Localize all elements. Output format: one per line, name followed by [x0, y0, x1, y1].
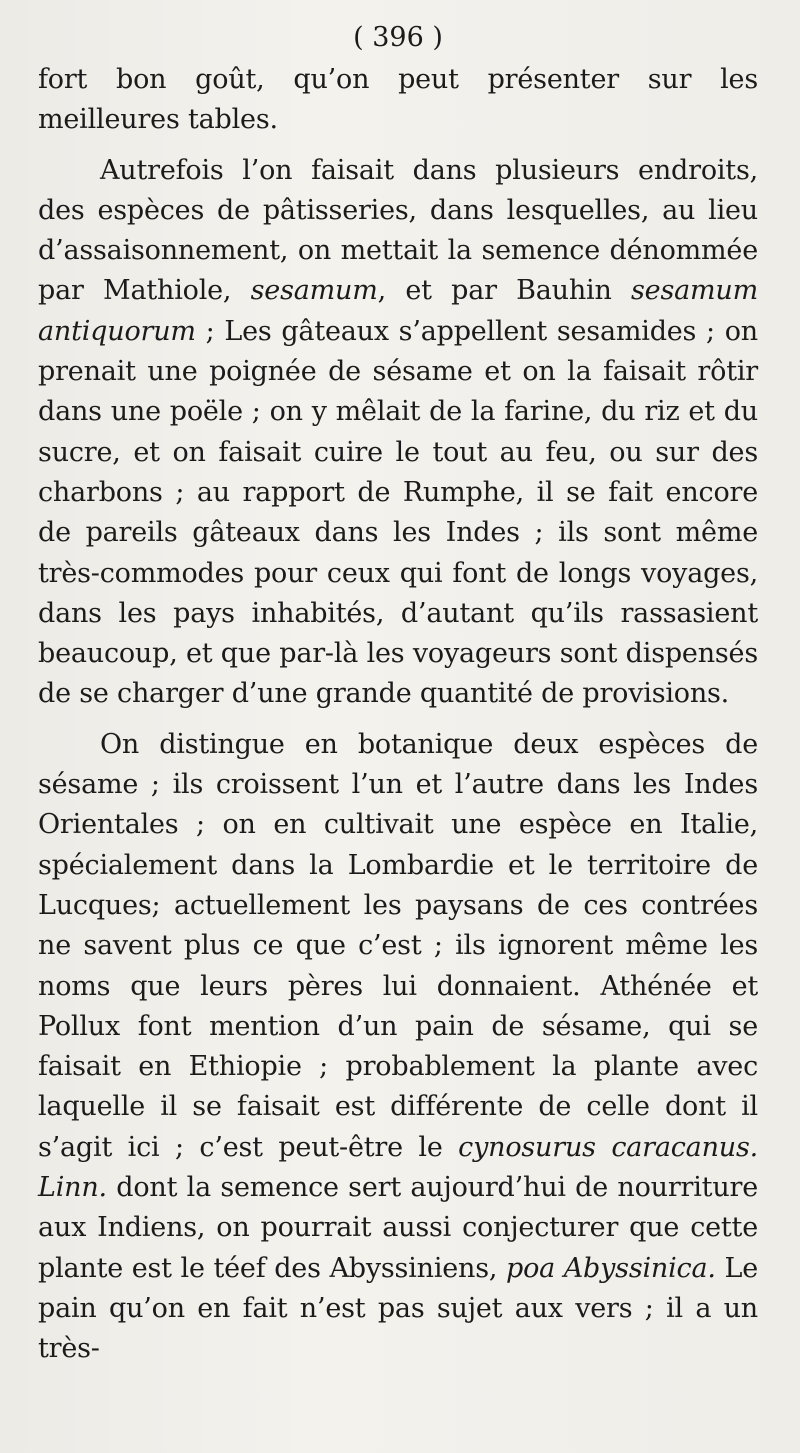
paragraph-2-text-b: , et par Bauhin — [377, 275, 632, 307]
paragraph-1-text: fort bon goût, qu’on peut présenter sur les meilleures tables. — [38, 64, 758, 136]
paragraph-2-italic-sesamum: sesamum — [250, 275, 378, 307]
paragraph-2-italic-sesamum-antiquorum: sesamum antiquorum — [38, 275, 758, 347]
paragraph-3-text-b: dont la semence sert aujourd’hui de nourriture aux Indiens, on pourrait aussi conjecturer que cette plante est le téef des Abyssiniens, — [38, 1172, 758, 1284]
paragraph-3 — [38, 725, 758, 1370]
page-number: ( 396 ) — [353, 22, 443, 53]
paragraph-3-text-c: Le pain qu’on en fait n’est pas sujet aux vers ; il a un très- — [38, 1252, 758, 1365]
paragraph-2 — [38, 151, 758, 715]
paragraph-3-italic-cynosurus: cynosurus caracanus. Linn. — [38, 1131, 758, 1204]
paragraph-3-text-a: On distingue en botanique deux espèces de sésame ; ils croissent l’un et l’autre dans les Indes Orientales ; on en cultivait une espèce en Italie, spécialement dans la Lombardie et le territoire de Lucques; actuellement les paysans de ces contrées ne savent plus ce que c’est ; ils ignorent même les noms que leurs pères lui donnaient. Athénée et Pollux font mention d’un pain de sésame, qui se faisait en Ethiopie ; probablement la plante avec laquelle il se faisait est différente de celle dont il s’agit ici ; c’est peut-être le — [38, 728, 758, 1163]
paragraph-3-italic-poa: poa Abyssinica. — [505, 1252, 716, 1284]
paragraph-1 — [38, 60, 758, 141]
paragraph-2-text-a: Autrefois l’on faisait dans plusieurs endroits, des espèces de pâtisseries, dans lesquelles, au lieu d’assaisonnement, on mettait la semence dénommée par Mathiole, — [38, 154, 758, 307]
paragraph-2-text-c: ; Les gâteaux s’appellent sesamides ; on prenait une poignée de sésame et on la faisait rôtir dans une poële ; on y mêlait de la farine, du riz et du sucre, et on faisait cuire le tout au feu, ou sur des charbons ; au rapport de Rumphe, il se fait encore de pareils gâteaux dans les Indes ; ils sont même très-commodes pour ceux qui font de longs voyages, dans les pays inhabités, d’autant qu’ils rassasient beaucoup, et que par-là les voyageurs sont dispensés de se charger d’une grande quantité de provisions. — [38, 315, 758, 710]
